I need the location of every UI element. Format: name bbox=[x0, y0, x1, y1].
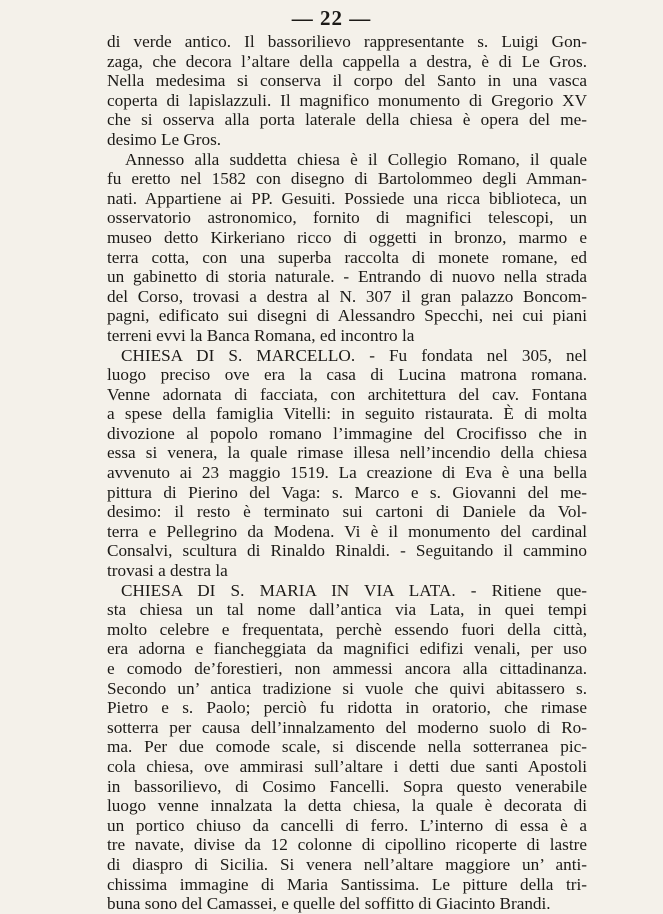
text-line: desimo: il resto è terminato sui cartoni di Daniele da Vol- bbox=[107, 502, 587, 522]
text-line: Annesso alla suddetta chiesa è il Collegio Romano, il quale bbox=[125, 149, 587, 169]
text-line: museo detto Kirkeriano ricco di oggetti in bronzo, marmo e bbox=[107, 227, 587, 247]
text-line: pagni, edificato sui disegni di Alessandro Specchi, nei cui piani bbox=[107, 306, 587, 326]
text-line: trovasi a destra la bbox=[107, 561, 228, 581]
text-line: divozione al popolo romano l’immagine del Crocifisso che in bbox=[107, 423, 587, 443]
text-line: terreni evvi la Banca Romana, ed incontro la bbox=[107, 325, 415, 345]
text-line: del Corso, trovasi a destra al N. 307 il gran palazzo Boncom- bbox=[107, 286, 587, 306]
text-line: un portico chiuso da cancelli di ferro. L’interno di essa è a bbox=[107, 815, 587, 835]
section-heading-line: CHIESA DI S. MARIA IN VIA LATA. - Ritiene que- bbox=[121, 580, 587, 600]
text-line: coperta di lapislazzuli. Il magnifico monumento di Gregorio XV bbox=[107, 90, 587, 110]
text-line: nati. Appartiene ai PP. Gesuiti. Possiede una ricca biblioteca, un bbox=[107, 188, 587, 208]
text-line: molto celebre e frequentata, perchè essendo fuori della città, bbox=[107, 619, 587, 639]
page-body bbox=[107, 32, 587, 914]
text-line: pittura di Pierino del Vaga: s. Marco e s. Giovanni del me- bbox=[107, 482, 587, 502]
text-line: Consalvi, scultura di Rinaldo Rinaldi. - Seguitando il cammino bbox=[107, 541, 587, 561]
text-line: di diaspro di Sicilia. Si venera nell’altare maggiore un’ anti- bbox=[107, 854, 587, 874]
text-line: essa si venera, la quale rimase illesa nell’incendio della chiesa bbox=[107, 443, 587, 463]
text-line: un gabinetto di storia naturale. - Entrando di nuovo nella strada bbox=[107, 267, 587, 287]
text-line: cola chiesa, ove ammirasi sull’altare i detti due santi Apostoli bbox=[107, 756, 587, 776]
text-line: luogo preciso ove era la casa di Lucina matrona romana. bbox=[107, 365, 587, 385]
text-line: sotterra per causa dell’innalzamento del moderno suolo di Ro- bbox=[107, 717, 587, 737]
text-line: a spese della famiglia Vitelli: in seguito ristaurata. È di molta bbox=[107, 404, 587, 424]
text-line: luogo venne innalzata la detta chiesa, la quale è decorata di bbox=[107, 796, 587, 816]
text-line: e comodo de’forestieri, non ammessi ancora alla cittadinanza. bbox=[107, 659, 587, 678]
text-line: che si osserva alla porta laterale della chiesa è opera del me- bbox=[107, 110, 587, 130]
text-line: osservatorio astronomico, fornito di magnifici telescopi, un bbox=[107, 208, 587, 228]
text-line: di verde antico. Il bassorilievo rappresentante s. Luigi Gon- bbox=[107, 32, 587, 51]
text-line: Nella medesima si conserva il corpo del Santo in una vasca bbox=[107, 71, 587, 91]
page-number: — 22 — bbox=[291, 6, 372, 30]
text-line: terra cotta, con una superba raccolta di monete romane, ed bbox=[107, 247, 587, 267]
text-line: Pietro e s. Paolo; perciò fu ridotta in oratorio, che rimase bbox=[107, 698, 587, 718]
text-line: fu eretto nel 1582 con disegno di Bartolommeo degli Amman- bbox=[107, 169, 587, 189]
text-line: desimo Le Gros. bbox=[107, 129, 222, 149]
text-line: in bassorilievo, di Cosimo Fancelli. Sopra questo venerabile bbox=[107, 776, 587, 796]
text-line: Secondo un’ antica tradizione si vuole che quivi abitassero s. bbox=[107, 678, 587, 698]
text-line: zaga, che decora l’altare della cappella a destra, è di Le Gros. bbox=[107, 51, 587, 71]
text-line: buna sono del Camassei, e quelle del soffitto di Giacinto Brandi. bbox=[107, 894, 551, 914]
text-line: chissima immagine di Maria Santissima. Le pitture della tri- bbox=[107, 874, 587, 894]
text-line: Venne adornata di facciata, con architettura del cav. Fontana bbox=[107, 384, 587, 404]
text-line: terra e Pellegrino da Modena. Vi è il monumento del cardinal bbox=[107, 521, 587, 541]
text-line: tre navate, divise da 12 colonne di cipollino ricoperte di lastre bbox=[107, 835, 587, 855]
text-line: sta chiesa un tal nome dall’antica via Lata, in quei tempi bbox=[107, 600, 587, 620]
section-heading-line: CHIESA DI S. MARCELLO. - Fu fondata nel 305, nel bbox=[121, 345, 587, 365]
text-line: avvenuto ai 23 maggio 1519. La creazione di Eva è una bella bbox=[107, 463, 587, 483]
text-line: ma. Per due comode scale, si discende nella sotterranea pic- bbox=[107, 737, 587, 757]
text-line: era adorna e fiancheggiata da magnifici edifizi venali, per uso bbox=[107, 639, 587, 659]
